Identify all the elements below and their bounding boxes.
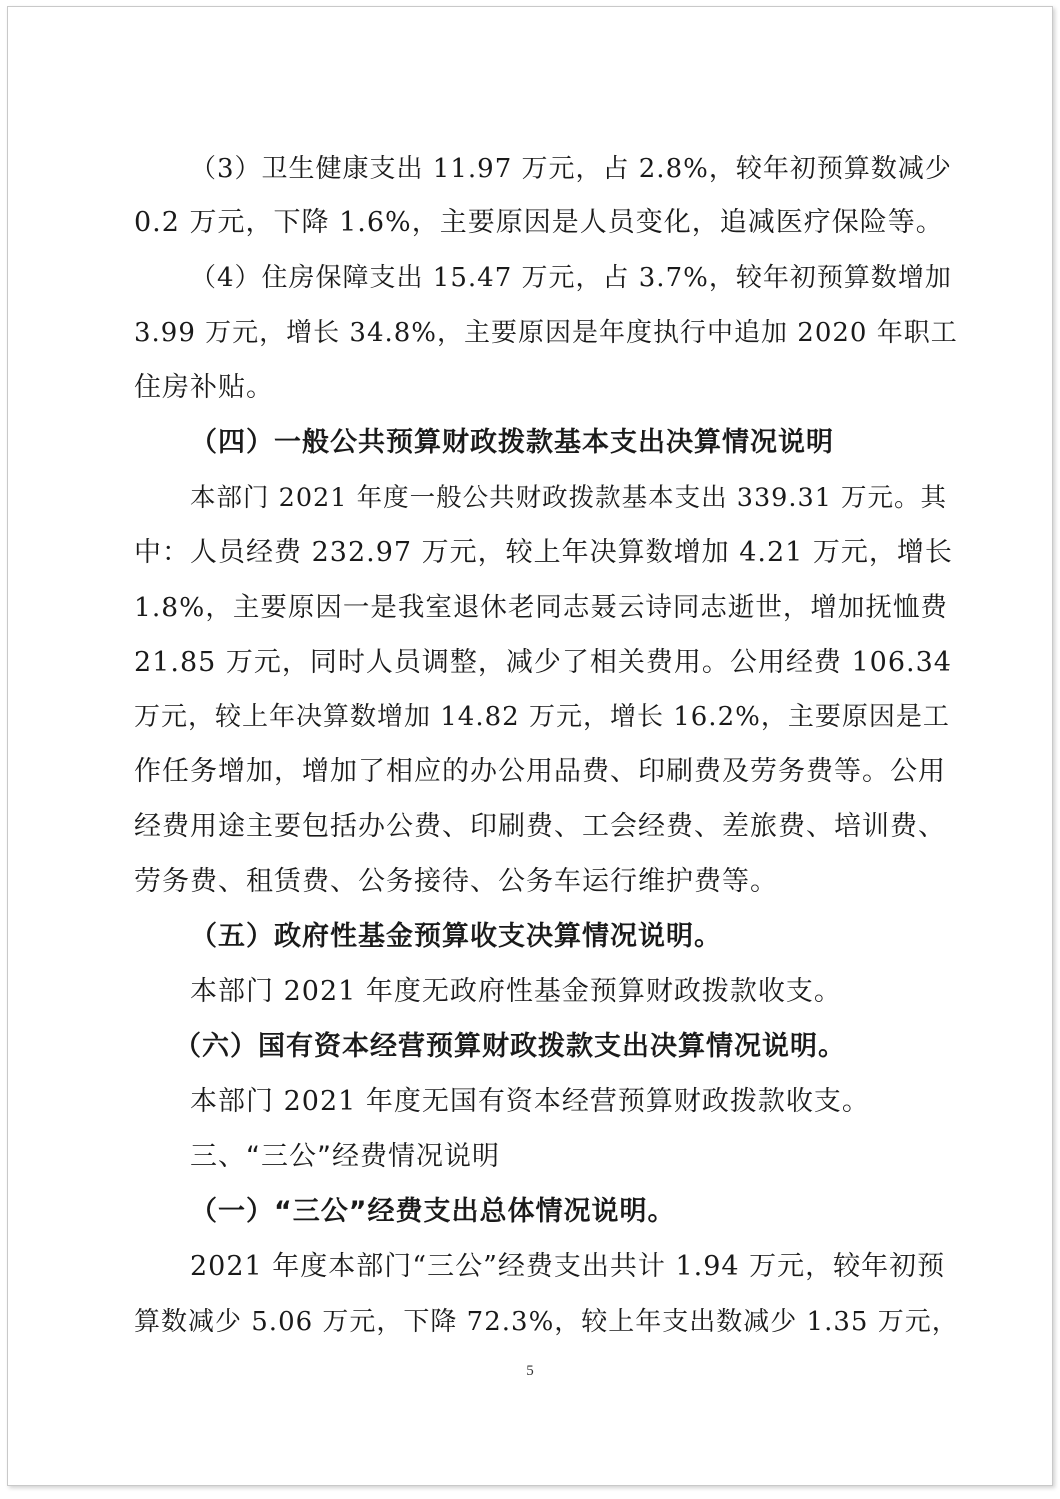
paragraph-three-public-line-2: 算数减少 5.06 万元，下降 72.3%，较上年支出数减少 1.35 万元，: [134, 1307, 959, 1337]
page-number: 5: [526, 1363, 534, 1379]
paragraph-three-public-line-1: 2021 年度本部门“三公”经费支出共计 1.94 万元，较年初预: [190, 1251, 946, 1282]
heading-basic-expenditure: （四）一般公共预算财政拨款基本支出决算情况说明: [190, 427, 834, 458]
paragraph-government-fund: 本部门 2021 年度无政府性基金预算财政拨款收支。: [190, 976, 842, 1007]
paragraph-basic-expenditure-line-6: 作任务增加，增加了相应的办公用品费、印刷费及劳务费等。公用: [134, 756, 946, 787]
heading-state-capital: （六）国有资本经营预算财政拨款支出决算情况说明。: [174, 1031, 846, 1062]
heading-three-public-overall: （一）“三公”经费支出总体情况说明。: [190, 1196, 676, 1227]
paragraph-state-capital: 本部门 2021 年度无国有资本经营预算财政拨款收支。: [190, 1086, 870, 1117]
paragraph-basic-expenditure-line-5: 万元，较上年决算数增加 14.82 万元，增长 16.2%，主要原因是工: [134, 702, 950, 732]
paragraph-basic-expenditure-line-4: 21.85 万元，同时人员调整，减少了相关费用。公用经费 106.34: [134, 647, 952, 678]
paragraph-basic-expenditure-line-8: 劳务费、租赁费、公务接待、公务车运行维护费等。: [134, 866, 778, 897]
paragraph-housing-expense-line-3: 住房补贴。: [134, 372, 274, 403]
paragraph-basic-expenditure-line-1: 本部门 2021 年度一般公共财政拨款基本支出 339.31 万元。其: [190, 483, 948, 513]
paragraph-housing-expense-line-1: （4）住房保障支出 15.47 万元，占 3.7%，较年初预算数增加: [190, 263, 952, 293]
paragraph-basic-expenditure-line-7: 经费用途主要包括办公费、印刷费、工会经费、差旅费、培训费、: [134, 811, 946, 842]
paragraph-health-expense-line-2: 0.2 万元，下降 1.6%，主要原因是人员变化，追减医疗保险等。: [134, 207, 944, 238]
paragraph-housing-expense-line-2: 3.99 万元，增长 34.8%，主要原因是年度执行中追加 2020 年职工: [134, 318, 958, 348]
paragraph-basic-expenditure-line-3: 1.8%，主要原因一是我室退休老同志聂云诗同志逝世，增加抚恤费: [134, 592, 948, 623]
heading-government-fund: （五）政府性基金预算收支决算情况说明。: [190, 921, 722, 952]
document-page: [7, 6, 1053, 1486]
section-three-public-expenses: 三、“三公”经费情况说明: [190, 1141, 500, 1172]
paragraph-health-expense-line-1: （3）卫生健康支出 11.97 万元，占 2.8%，较年初预算数减少: [190, 154, 952, 184]
paragraph-basic-expenditure-line-2: 中：人员经费 232.97 万元，较上年决算数增加 4.21 万元，增长: [134, 537, 953, 568]
